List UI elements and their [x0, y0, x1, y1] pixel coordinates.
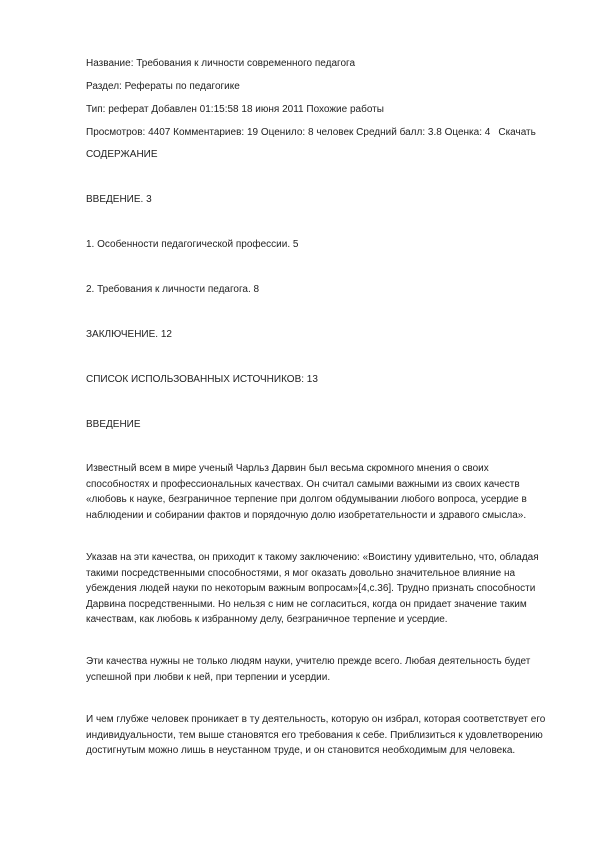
toc-item-1: 1. Особенности педагогической профессии. 5 [86, 239, 299, 250]
toc-item-sources: СПИСОК ИСПОЛЬЗОВАННЫХ ИСТОЧНИКОВ: 13 [86, 374, 318, 385]
paragraph-line: Известный всем в мире ученый Чарльз Дарвин был весьма скромного мнения о своих [86, 463, 489, 474]
doc-type: Тип: реферат Добавлен 01:15:58 18 июня 2011 Похожие работы [86, 104, 384, 115]
paragraph-line: успешной при любви к ней, при терпении и усердии. [86, 671, 331, 683]
paragraph-line: индивидуальности, тем выше становятся его требования к себе. Приблизиться к удовлетворению [86, 729, 543, 741]
paragraph-line: достигнутым можно лишь в неустанном труде, и он становится необходимым для человека. [86, 745, 516, 756]
paragraph-line: убеждения людей науки по некоторым важным вопросам»[4,с.36]. Трудно признать способности [86, 583, 536, 594]
paragraph-line: Указав на эти качества, он приходит к такому заключению: «Воистину удивительно, что, обладая [86, 552, 539, 563]
paragraph-line: Эти качества нужны не только людям науки, учителю прежде всего. Любая деятельность будет [86, 656, 531, 667]
intro-heading: ВВЕДЕНИЕ [86, 419, 141, 430]
toc-item-2: 2. Требования к личности педагога. 8 [86, 284, 260, 295]
paragraph-line: Дарвина посредственными. Но нельзя с ним не согласиться, когда он придает значение таким [86, 598, 527, 610]
toc-heading: СОДЕРЖАНИЕ [86, 149, 158, 160]
paragraph-line: такими посредственными способностями, я мог оказать довольно значительное влияние на [86, 567, 516, 579]
doc-stats-line [86, 126, 536, 140]
paragraph-line: качествам, как любовь к избранному делу, безграничное терпение и усердие. [86, 614, 448, 625]
download-link[interactable]: Скачать [498, 127, 536, 138]
toc-item-conclusion: ЗАКЛЮЧЕНИЕ. 12 [86, 329, 172, 340]
paragraph-line: «любовь к науке, безграничное терпение при долгом обдумывании любого вопроса, усердие в [86, 494, 527, 505]
intro-paragraph-3 [86, 654, 556, 685]
doc-section: Раздел: Рефераты по педагогике [86, 81, 240, 92]
paragraph-line: наблюдении и собирании фактов и порядочную долю изобретательности и здравого смысла». [86, 509, 527, 521]
intro-paragraph-2 [86, 550, 556, 628]
doc-stats: Просмотров: 4407 Комментариев: 19 Оценило: 8 человек Средний балл: 3.8 Оценка: 4 [86, 127, 491, 138]
paragraph-line: И чем глубже человек проникает в ту деятельность, которую он избрал, которая соответствует его [86, 714, 546, 725]
intro-paragraph-1 [86, 461, 556, 523]
intro-paragraph-4 [86, 712, 556, 759]
toc-item-intro: ВВЕДЕНИЕ. 3 [86, 194, 152, 205]
paragraph-line: способностях и профессиональных качествах. Он считал самыми важными из своих качеств [86, 478, 520, 490]
doc-title: Название: Требования к личности современного педагога [86, 58, 356, 69]
